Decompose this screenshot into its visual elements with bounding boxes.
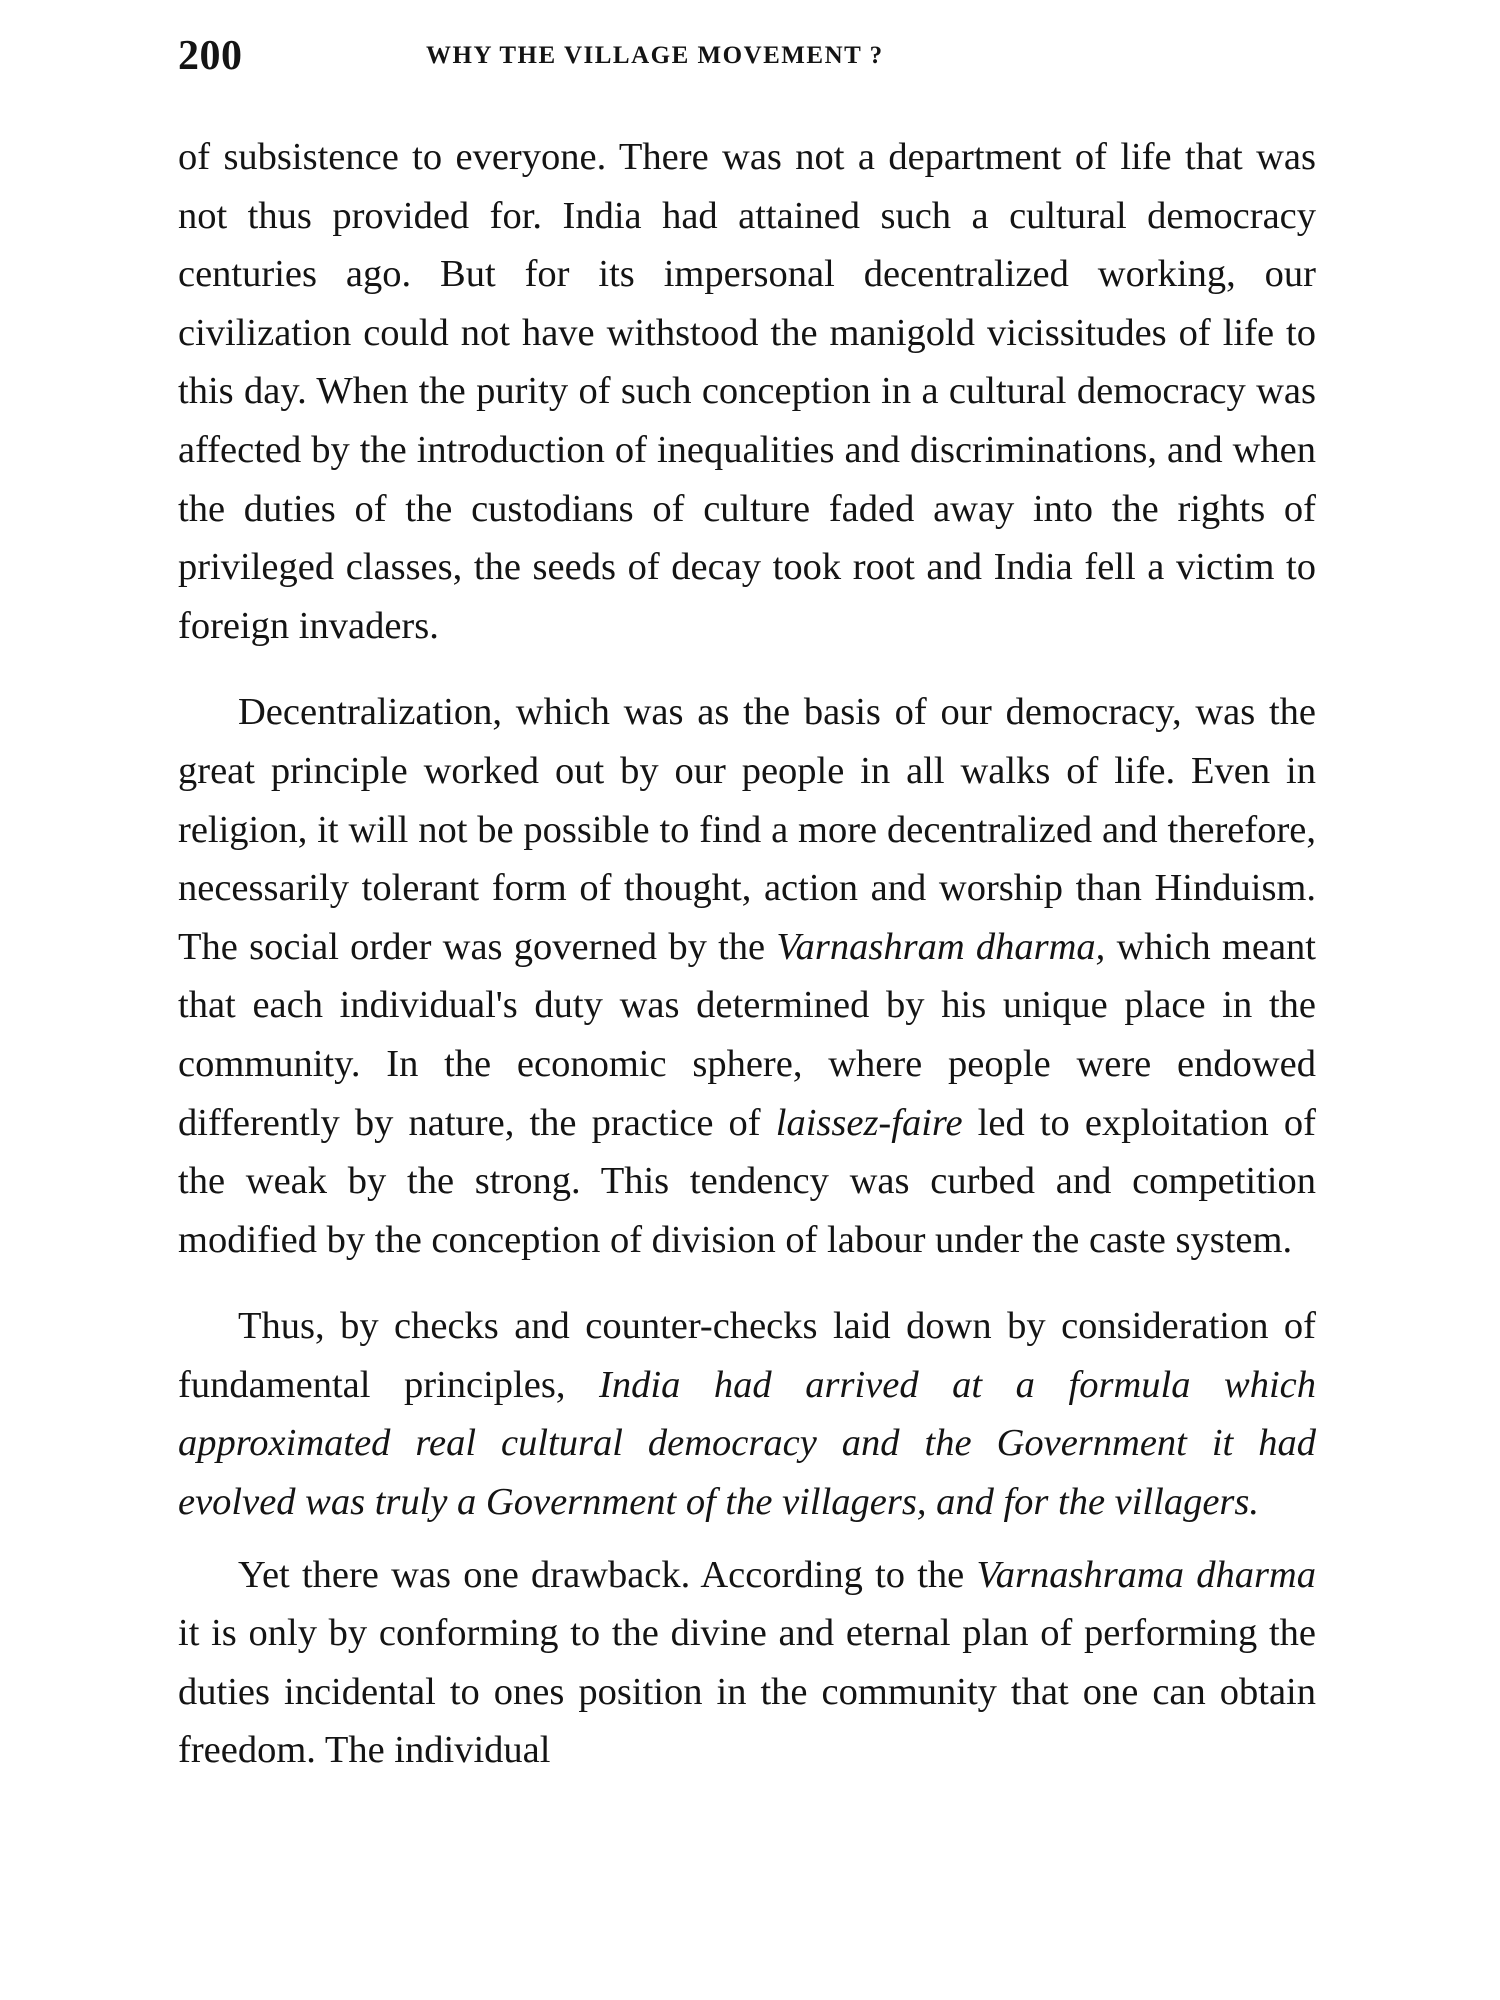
paragraph-4-italic-varnashrama: Varnashrama dharma — [976, 1553, 1316, 1596]
paragraph-2-italic-varnashram: Varnashram dharma, — [776, 925, 1106, 968]
paragraph-1: of subsistence to everyone. There was not a department of life that was not thus provided for. India had attained such a cultural democracy centuries ago. But for its impersonal decentralized working, our civilization could not have withstood the manigold vicissitudes of life to this day. When the purity of such conception in a cultural democracy was affected by the introduction of inequalities and discriminations, and when the duties of the custodians of culture faded away into the rights of privileged classes, the seeds of decay took root and India fell a victim to foreign invaders. — [178, 136, 1316, 647]
body-text — [178, 128, 1316, 1780]
paragraph-4-text-2: it is only by conforming to the divine and eternal plan of performing the duties incidental to ones position in the community that one can obtain freedom. The individual — [178, 1612, 1316, 1772]
paragraph-3 — [178, 1297, 1316, 1531]
paragraph-4 — [178, 1546, 1316, 1780]
paragraph-4-text-1: Yet there was one drawback. According to the — [238, 1553, 977, 1596]
running-title: WHY THE VILLAGE MOVEMENT ? — [426, 42, 884, 69]
paragraph-2-text-1: Decentralization, which was as the basis of our democracy, was the great principle worked out by our people in all walks of life. Even in religion, it will not be possible to find a more decentralized and therefore, necessarily tolerant form of thought, action and worship than Hinduism. The social order was governed by the — [178, 691, 1316, 968]
paragraph-2-text-3: led to exploitation of the weak by the strong. This tendency was curbed and competition modified by the conception of division of labour under the caste system. — [178, 1101, 1316, 1261]
paragraph-2-text-2: which meant that each individual's duty was determined by his unique place in the community. In the economic sphere, where people were endowed differently by nature, the practice of — [178, 925, 1316, 1144]
paragraph-3-italic-emphasis: India had arrived at a formula which approximated real cultural democracy and the Government it had evolved was truly a Government of the villagers, and for the villagers. — [178, 1363, 1316, 1524]
paragraph-2-italic-laissez-faire: laissez-faire — [775, 1101, 963, 1144]
paragraph-3-text-1: Thus, by checks and counter-checks laid down by consideration of fundamental principles, — [178, 1305, 1316, 1406]
running-head — [178, 32, 1318, 92]
page-number: 200 — [178, 33, 243, 79]
paragraph-2 — [178, 683, 1316, 1269]
